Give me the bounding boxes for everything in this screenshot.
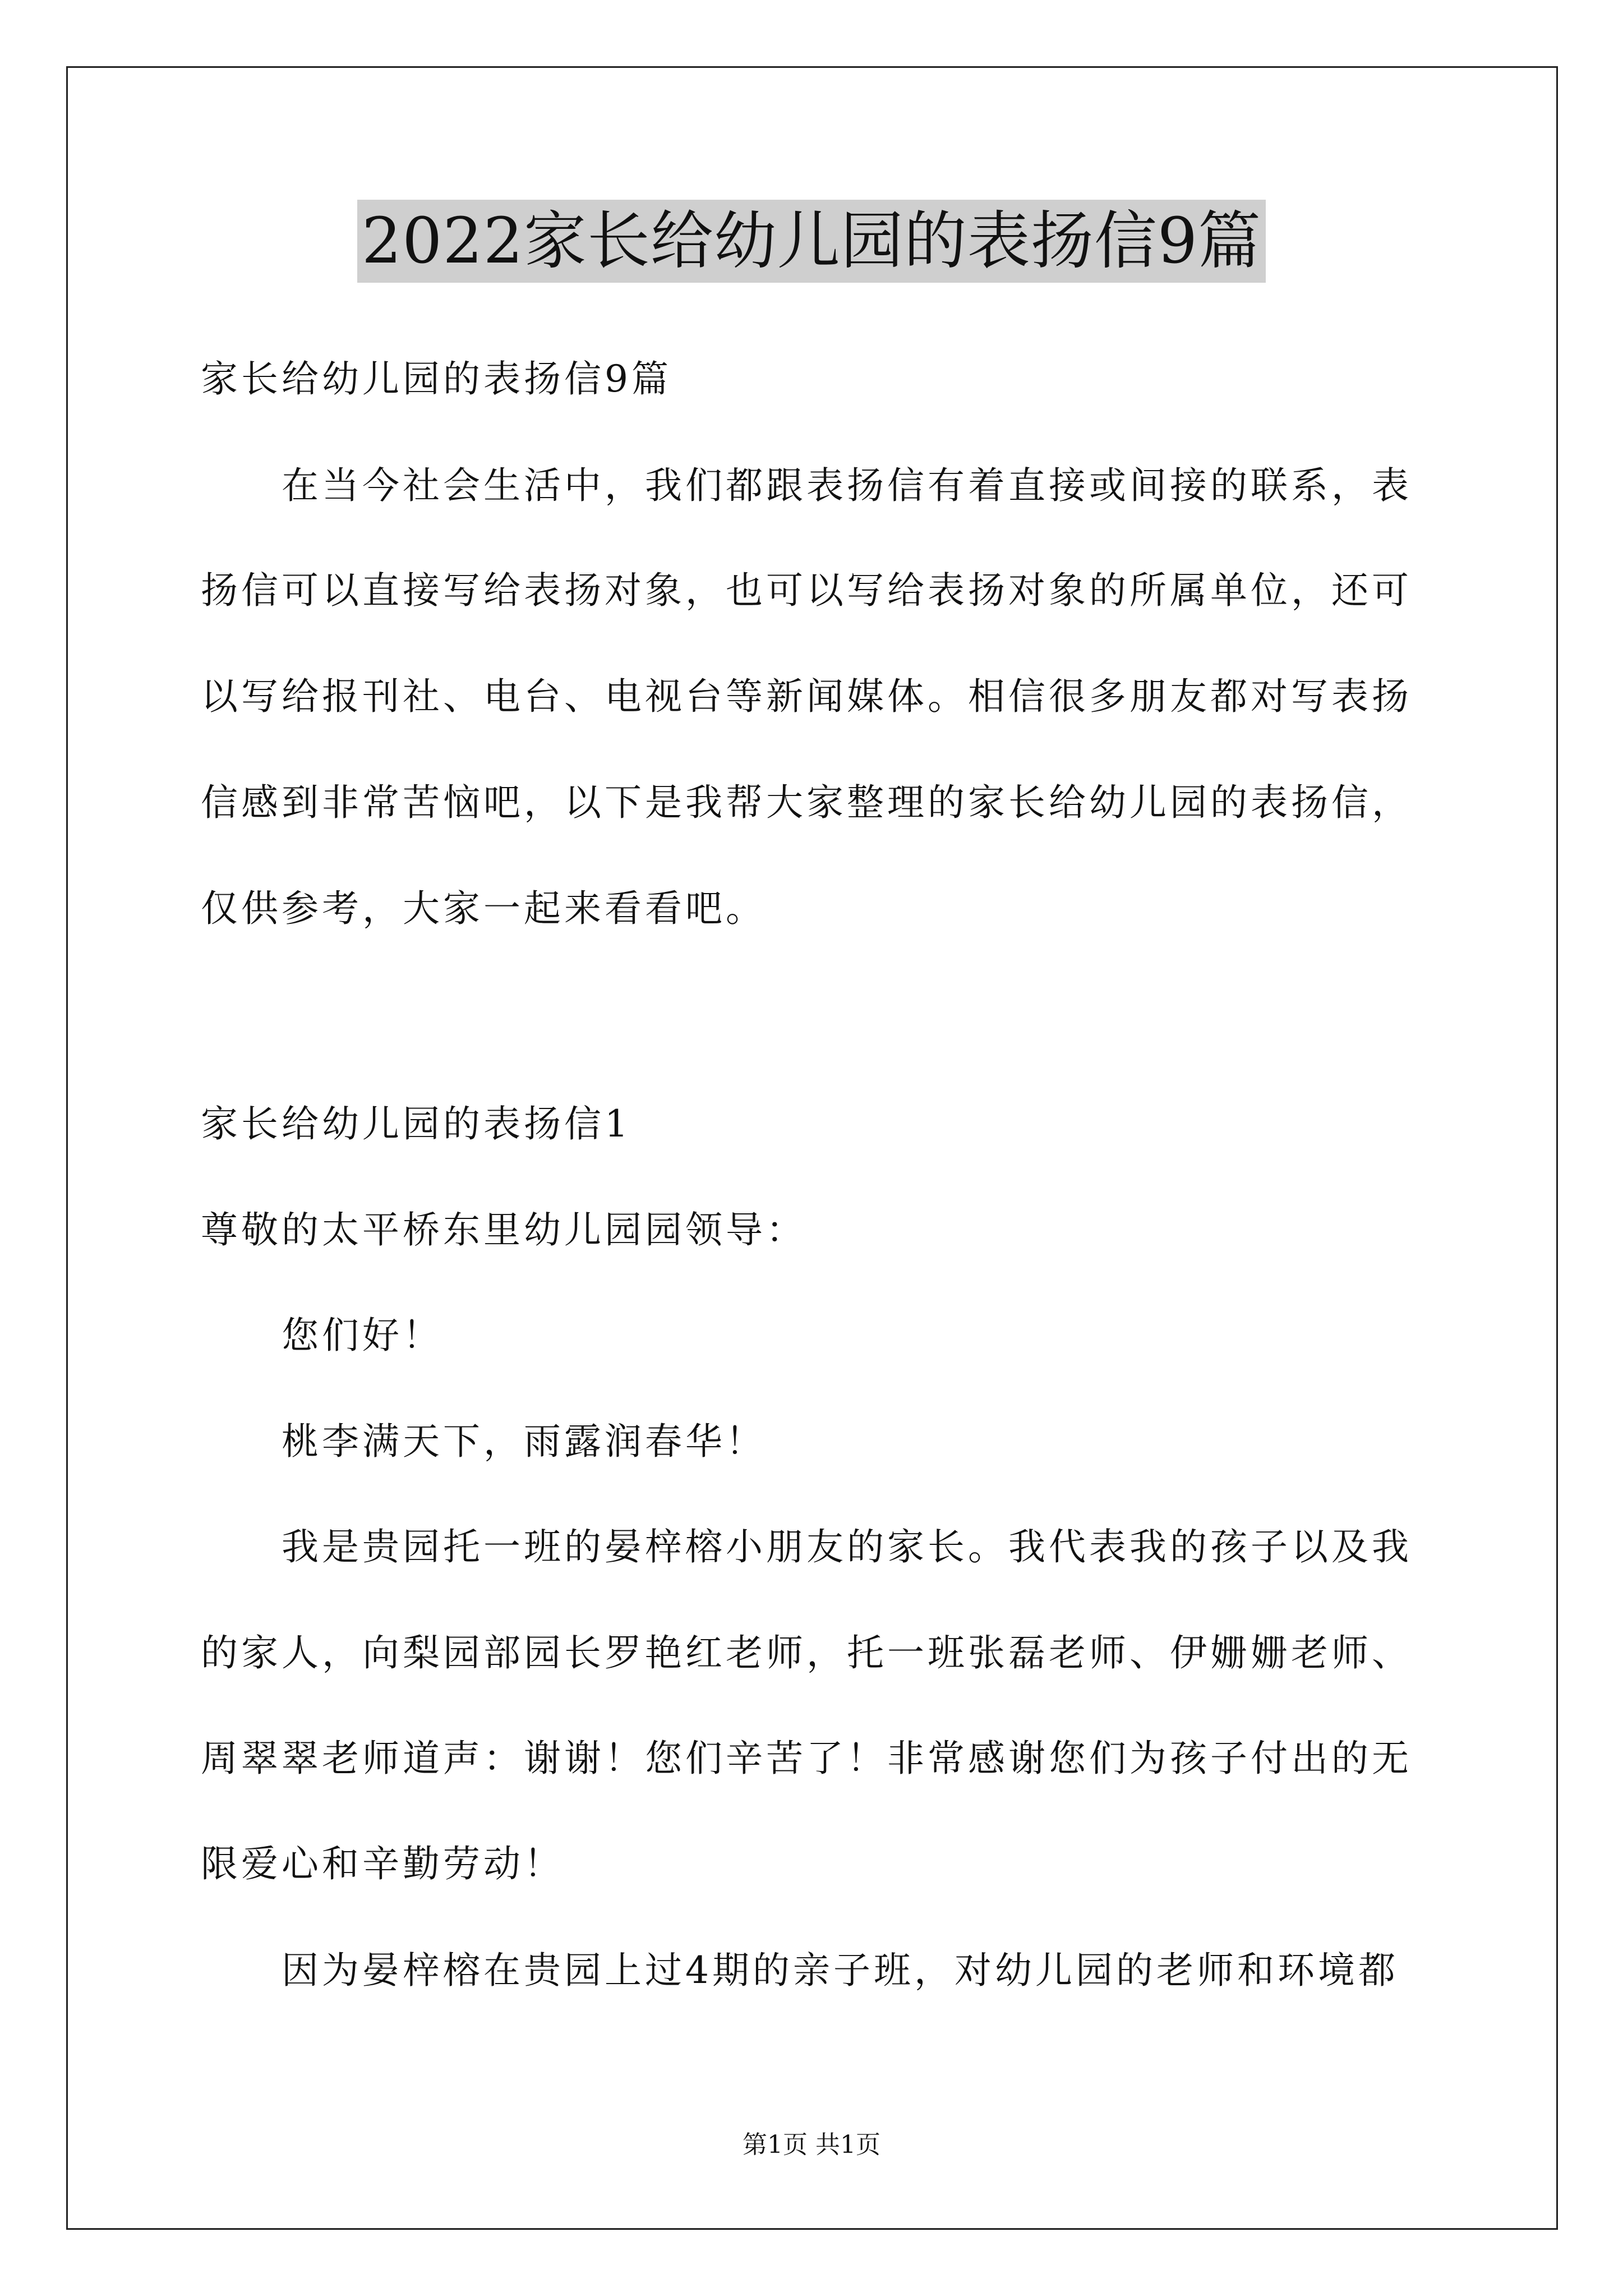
salutation: 尊敬的太平桥东里幼儿园园领导： <box>201 1208 806 1251</box>
subtitle: 家长给幼儿园的表扬信9篇 <box>201 357 672 401</box>
title-container <box>0 200 1623 283</box>
document-title: 2022家长给幼儿园的表扬信9篇 <box>357 200 1266 283</box>
paragraph-line: 仅供参考，大家一起来看看吧。 <box>201 887 766 930</box>
greeting: 您们好！ <box>282 1314 443 1357</box>
paragraph-line: 在当今社会生活中，我们都跟表扬信有着直接或间接的联系，表 <box>282 464 1412 507</box>
page-number: 第1页 共1页 <box>743 2131 880 2159</box>
paragraph-line: 的家人，向梨园部园长罗艳红老师，托一班张磊老师、伊姗姗老师、 <box>201 1631 1412 1674</box>
paragraph-line: 扬信可以直接写给表扬对象，也可以写给表扬对象的所属单位，还可 <box>201 569 1412 612</box>
paragraph-line: 限爱心和辛勤劳动！ <box>201 1842 564 1885</box>
paragraph-line: 信感到非常苦恼吧，以下是我帮大家整理的家长给幼儿园的表扬信， <box>201 781 1412 824</box>
paragraph-line: 周翠翠老师道声：谢谢！您们辛苦了！非常感谢您们为孩子付出的无 <box>201 1737 1412 1780</box>
paragraph-line: 以写给报刊社、电台、电视台等新闻媒体。相信很多朋友都对写表扬 <box>201 675 1412 718</box>
paragraph-line: 因为晏梓榕在贵园上过4期的亲子班，对幼儿园的老师和环境都 <box>282 1949 1399 1992</box>
paragraph-line: 桃李满天下，雨露润春华！ <box>282 1420 766 1463</box>
paragraph-line: 我是贵园托一班的晏梓榕小朋友的家长。我代表我的孩子以及我 <box>282 1525 1412 1568</box>
section-heading: 家长给幼儿园的表扬信1 <box>201 1102 631 1145</box>
